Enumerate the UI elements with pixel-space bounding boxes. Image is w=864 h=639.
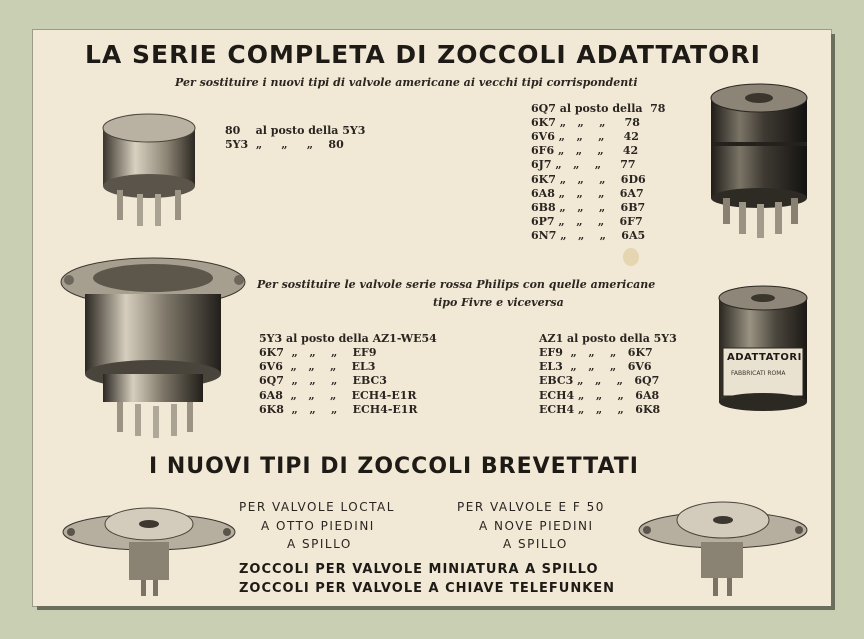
subtitle-philips-line2: tipo Fivre e viceversa: [433, 296, 564, 309]
substitution-row: 6Q7 al posto della 78: [531, 102, 666, 115]
substitution-row: 6J7 „ „ „ 77: [531, 158, 636, 171]
substitution-row: 6A8 „ „ „ ECH4-E1R: [259, 389, 417, 402]
substitution-row: 5Y3 „ „ „ 80: [225, 138, 344, 151]
substitution-row: 6K7 „ „ „ 6D6: [531, 173, 646, 186]
adapter-label: ADATTATORI: [727, 352, 802, 363]
adapter-label-small: FABBRICATI ROMA: [731, 370, 786, 377]
ef50-line: A SPILLO: [503, 537, 568, 551]
substitution-row: 6A8 „ „ „ 6A7: [531, 187, 644, 200]
substitution-row: 6B8 „ „ „ 6B7: [531, 201, 646, 214]
substitution-row: 5Y3 al posto della AZ1-WE54: [259, 332, 437, 345]
footer-line-telefunken: ZOCCOLI PER VALVOLE A CHIAVE TELEFUNKEN: [239, 581, 616, 596]
substitution-row: 6K7 „ „ „ EF9: [259, 346, 377, 359]
substitution-row: EBC3 „ „ „ 6Q7: [539, 374, 660, 387]
loctal-line: PER VALVOLE LOCTAL: [239, 500, 395, 514]
substitution-row: 6Q7 „ „ „ EBC3: [259, 374, 387, 387]
loctal-line: A OTTO PIEDINI: [261, 519, 375, 533]
paper-stain: [623, 248, 639, 266]
labeled-adapter-image: [715, 282, 811, 412]
advertisement-page: [33, 30, 831, 606]
substitution-row: ECH4 „ „ „ 6K8: [539, 403, 661, 416]
loctal-line: A SPILLO: [287, 537, 352, 551]
substitution-row: ECH4 „ „ „ 6A8: [539, 389, 660, 402]
substitution-row: 6P7 „ „ „ 6F7: [531, 215, 643, 228]
subtitle-american: Per sostituire i nuovi tipi di valvole americane ai vecchi tipi corrispondenti: [175, 76, 638, 89]
substitution-row: 6F6 „ „ „ 42: [531, 144, 639, 157]
chassis-adapter-image: [55, 254, 251, 440]
substitution-row: 6N7 „ „ „ 6A5: [531, 229, 646, 242]
substitution-row: EL3 „ „ „ 6V6: [539, 360, 652, 373]
substitution-row: AZ1 al posto della 5Y3: [539, 332, 677, 345]
ef50-socket-image: [635, 490, 813, 598]
ef50-line: A NOVE PIEDINI: [479, 519, 594, 533]
page-title: LA SERIE COMPLETA DI ZOCCOLI ADATTATORI: [85, 40, 761, 69]
substitution-row: 6V6 „ „ „ EL3: [259, 360, 376, 373]
substitution-row: 80 al posto della 5Y3: [225, 124, 366, 137]
substitution-row: 6K7 „ „ „ 78: [531, 116, 640, 129]
small-adapter-image: [93, 106, 205, 230]
substitution-row: 6K8 „ „ „ ECH4-E1R: [259, 403, 418, 416]
subtitle-philips: Per sostituire le valvole serie rossa Philips con quelle americane: [257, 278, 656, 291]
substitution-row: 6V6 „ „ „ 42: [531, 130, 639, 143]
octal-adapter-image: [705, 80, 813, 240]
ef50-line: PER VALVOLE E F 50: [457, 500, 605, 514]
footer-line-miniatura: ZOCCOLI PER VALVOLE MINIATURA A SPILLO: [239, 562, 599, 577]
loctal-socket-image: [59, 494, 239, 598]
substitution-row: EF9 „ „ „ 6K7: [539, 346, 653, 359]
section-heading: I NUOVI TIPI DI ZOCCOLI BREVETTATI: [149, 454, 639, 479]
